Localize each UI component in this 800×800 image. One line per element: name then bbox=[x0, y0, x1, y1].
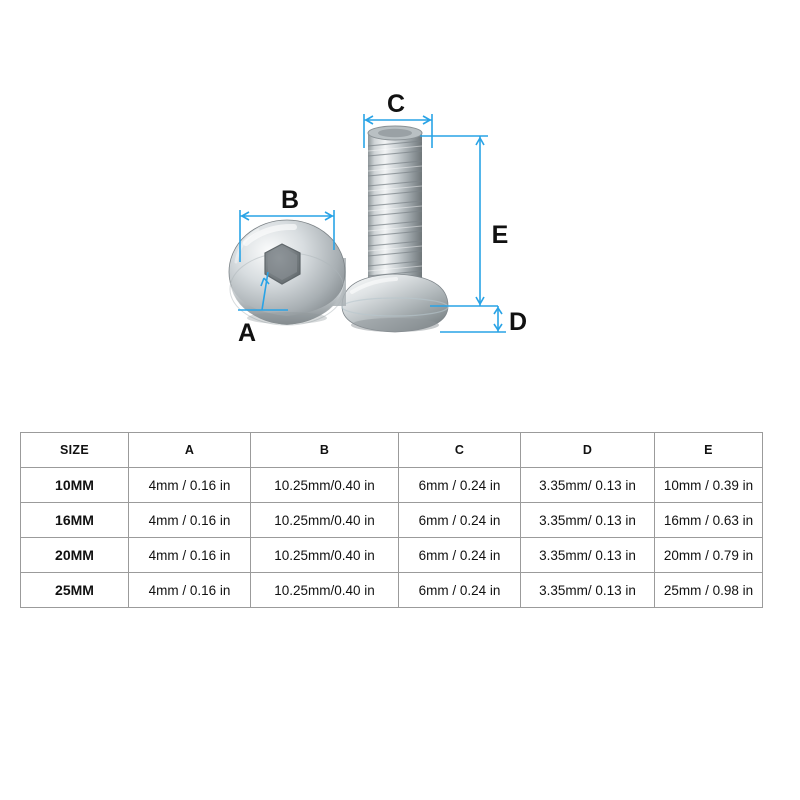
cell-a: 4mm / 0.16 in bbox=[129, 468, 251, 503]
table-header-c: C bbox=[399, 433, 521, 468]
cell-e: 20mm / 0.79 in bbox=[655, 538, 763, 573]
cell-b: 10.25mm/0.40 in bbox=[251, 538, 399, 573]
table-header-d: D bbox=[521, 433, 655, 468]
specification-table-container bbox=[20, 432, 762, 608]
cell-size: 20MM bbox=[21, 538, 129, 573]
cell-a: 4mm / 0.16 in bbox=[129, 503, 251, 538]
table-header-b: B bbox=[251, 433, 399, 468]
dimension-label-e: E bbox=[491, 221, 509, 249]
dimension-label-a: A bbox=[237, 319, 257, 347]
table-row bbox=[21, 503, 763, 538]
screw-upright-illustration bbox=[342, 126, 448, 332]
cell-c: 6mm / 0.24 in bbox=[399, 503, 521, 538]
cell-d: 3.35mm/ 0.13 in bbox=[521, 573, 655, 608]
cell-b: 10.25mm/0.40 in bbox=[251, 468, 399, 503]
cell-c: 6mm / 0.24 in bbox=[399, 538, 521, 573]
cell-size: 25MM bbox=[21, 573, 129, 608]
table-header-e: E bbox=[655, 433, 763, 468]
cell-e: 25mm / 0.98 in bbox=[655, 573, 763, 608]
cell-e: 10mm / 0.39 in bbox=[655, 468, 763, 503]
table-row bbox=[21, 538, 763, 573]
dimension-label-b: B bbox=[280, 186, 300, 214]
cell-a: 4mm / 0.16 in bbox=[129, 538, 251, 573]
cell-c: 6mm / 0.24 in bbox=[399, 573, 521, 608]
cell-d: 3.35mm/ 0.13 in bbox=[521, 538, 655, 573]
cell-d: 3.35mm/ 0.13 in bbox=[521, 468, 655, 503]
cell-a: 4mm / 0.16 in bbox=[129, 573, 251, 608]
cell-size: 16MM bbox=[21, 503, 129, 538]
table-row bbox=[21, 468, 763, 503]
cell-c: 6mm / 0.24 in bbox=[399, 468, 521, 503]
cell-e: 16mm / 0.63 in bbox=[655, 503, 763, 538]
dimension-label-c: C bbox=[386, 90, 406, 118]
cell-b: 10.25mm/0.40 in bbox=[251, 573, 399, 608]
table-header-row bbox=[21, 433, 763, 468]
specification-table bbox=[20, 432, 763, 608]
table-header-a: A bbox=[129, 433, 251, 468]
table-row bbox=[21, 573, 763, 608]
cell-d: 3.35mm/ 0.13 in bbox=[521, 503, 655, 538]
cell-size: 10MM bbox=[21, 468, 129, 503]
table-header-size: SIZE bbox=[21, 433, 129, 468]
cell-b: 10.25mm/0.40 in bbox=[251, 503, 399, 538]
dimension-label-d: D bbox=[508, 308, 528, 336]
